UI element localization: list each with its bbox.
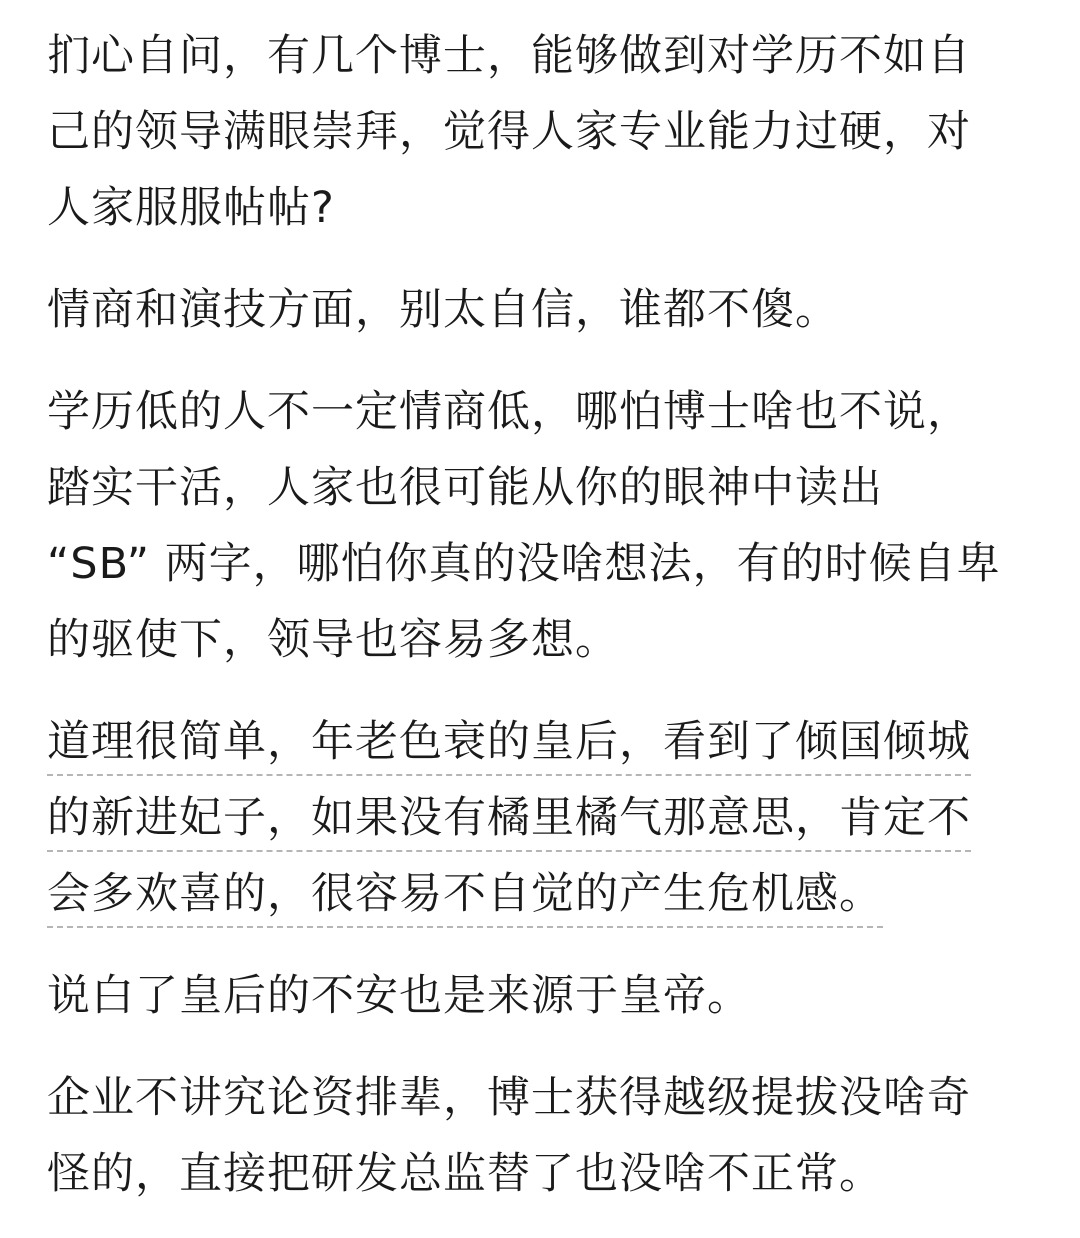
paragraph-6 (47, 1060, 1067, 1212)
text-line: 扪心自问，有几个博士，能够做到对学历不如自 (47, 31, 971, 81)
text-line: 说白了皇后的不安也是来源于皇帝。 (47, 971, 751, 1021)
text-line: 情商和演技方面，别太自信，谁都不傻。 (47, 285, 839, 335)
text-line: 怪的，直接把研发总监替了也没啥不正常。 (47, 1149, 883, 1199)
text-line: 踏实干活，人家也很可能从你的眼神中读出 (47, 463, 883, 513)
paragraph-5 (47, 958, 1067, 1034)
underlined-text[interactable]: 道理很简单，年老色衰的皇后，看到了倾国倾城 (47, 712, 971, 776)
text-line: 的驱使下，领导也容易多想。 (47, 615, 619, 665)
text-line: 学历低的人不一定情商低，哪怕博士啥也不说， (47, 387, 971, 437)
paragraph-1 (47, 18, 1067, 246)
text-line (47, 780, 1067, 856)
text-line (47, 856, 1067, 932)
text-line (47, 704, 1067, 780)
paragraph-4-highlighted[interactable] (47, 704, 1067, 932)
text-line: 己的领导满眼崇拜，觉得人家专业能力过硬，对 (47, 107, 971, 157)
text-line: 人家服服帖帖? (47, 183, 335, 233)
paragraph-2 (47, 272, 1067, 348)
text-line: “SB” 两字，哪怕你真的没啥想法，有的时候自卑 (47, 539, 1001, 589)
paragraph-3 (47, 374, 1067, 678)
text-line: 企业不讲究论资排辈，博士获得越级提拔没啥奇 (47, 1073, 971, 1123)
underlined-text[interactable]: 会多欢喜的，很容易不自觉的产生危机感。 (47, 864, 883, 928)
underlined-text[interactable]: 的新进妃子，如果没有橘里橘气那意思，肯定不 (47, 788, 971, 852)
answer-body (47, 18, 1067, 1238)
